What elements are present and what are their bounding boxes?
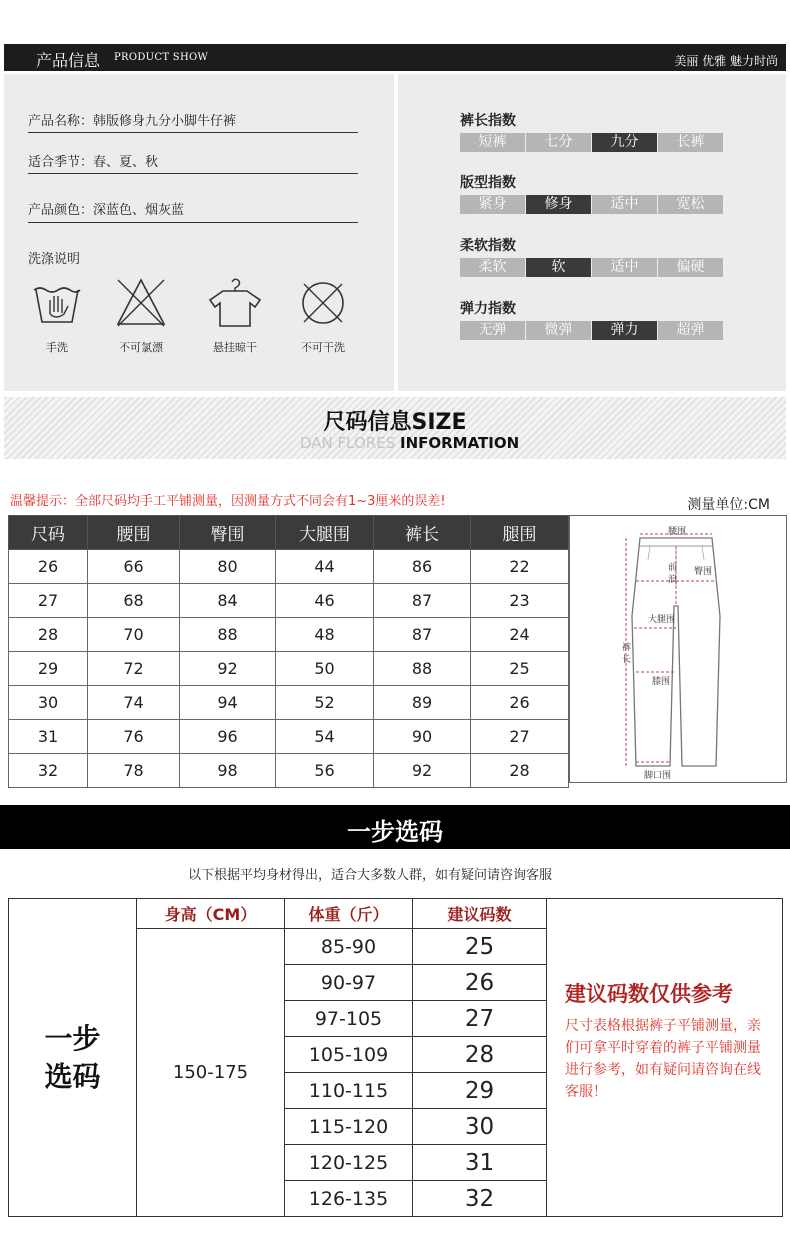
header-leg: 腿围 bbox=[471, 516, 569, 550]
measure-tip: 温馨提示：全部尺码均手工平铺测量，因测量方式不同会有1~3厘米的误差! bbox=[10, 494, 446, 509]
divider bbox=[28, 222, 358, 223]
label-hip: 臀围 bbox=[694, 567, 713, 577]
cell: 56 bbox=[276, 754, 374, 788]
cell: 98 bbox=[180, 754, 276, 788]
step-big-label-cell bbox=[9, 899, 137, 1217]
index-option: 微弹 bbox=[525, 321, 591, 340]
header-length: 裤长 bbox=[374, 516, 471, 550]
cell: 30 bbox=[9, 686, 88, 720]
index-title-length: 裤长指数 bbox=[460, 113, 516, 129]
cell: 94 bbox=[180, 686, 276, 720]
cell: 88 bbox=[374, 652, 471, 686]
index-title-stretch: 弹力指数 bbox=[460, 301, 516, 317]
cell: 87 bbox=[374, 584, 471, 618]
cell: 92 bbox=[374, 754, 471, 788]
label-length-2: 长 bbox=[622, 655, 632, 665]
pants-outline-icon bbox=[570, 516, 788, 784]
no-dry-clean-icon bbox=[296, 276, 350, 330]
label-rise: 浪 bbox=[668, 575, 678, 585]
cell: 26 bbox=[471, 686, 569, 720]
cell: 52 bbox=[276, 686, 374, 720]
suggested-size: 30 bbox=[413, 1109, 547, 1145]
cell: 28 bbox=[9, 618, 88, 652]
index-option: 适中 bbox=[591, 258, 657, 277]
product-slogan: 美丽 优雅 魅力时尚 bbox=[674, 54, 778, 68]
cell: 66 bbox=[88, 550, 180, 584]
table-row bbox=[9, 720, 569, 754]
index-option-selected: 弹力 bbox=[591, 321, 657, 340]
cell: 28 bbox=[471, 754, 569, 788]
cell: 44 bbox=[276, 550, 374, 584]
header-weight: 体重（斤） bbox=[285, 899, 413, 929]
wash-label-hand: 手洗 bbox=[46, 341, 68, 354]
divider bbox=[28, 132, 358, 133]
cell: 25 bbox=[471, 652, 569, 686]
suggested-size: 29 bbox=[413, 1073, 547, 1109]
index-bar-length bbox=[460, 133, 723, 152]
cell: 88 bbox=[180, 618, 276, 652]
weight-range: 85-90 bbox=[285, 929, 413, 965]
cell: 48 bbox=[276, 618, 374, 652]
label-thigh: 大腿围 bbox=[648, 615, 676, 625]
hand-wash-icon bbox=[30, 276, 84, 330]
suggested-size: 31 bbox=[413, 1145, 547, 1181]
divider bbox=[28, 173, 358, 174]
header-hip: 臀围 bbox=[180, 516, 276, 550]
cell: 27 bbox=[9, 584, 88, 618]
weight-range: 90-97 bbox=[285, 965, 413, 1001]
product-season: 适合季节：春、夏、秋 bbox=[28, 155, 159, 170]
label-waist: 腰围 bbox=[668, 527, 687, 537]
index-option: 七分 bbox=[525, 133, 591, 152]
index-option-selected: 九分 bbox=[591, 133, 657, 152]
weight-range: 105-109 bbox=[285, 1037, 413, 1073]
step-big-label-1: 一步 bbox=[44, 1021, 101, 1055]
step-note: 以下根据平均身材得出，适合大多数人群，如有疑问请咨询客服 bbox=[187, 868, 552, 883]
weight-range: 120-125 bbox=[285, 1145, 413, 1181]
cell: 92 bbox=[180, 652, 276, 686]
cell: 24 bbox=[471, 618, 569, 652]
cell: 80 bbox=[180, 550, 276, 584]
index-bar-fit bbox=[460, 195, 723, 214]
step-big-label-2: 选码 bbox=[44, 1059, 101, 1093]
suggested-size: 26 bbox=[413, 965, 547, 1001]
index-option: 短裤 bbox=[478, 134, 507, 150]
cell: 74 bbox=[88, 686, 180, 720]
index-option: 宽松 bbox=[657, 195, 723, 214]
index-option-selected: 软 bbox=[525, 258, 591, 277]
table-row bbox=[9, 686, 569, 720]
cell: 76 bbox=[88, 720, 180, 754]
step-big-label bbox=[9, 1020, 136, 1096]
product-index-panel bbox=[398, 74, 786, 391]
index-option-selected: 修身 bbox=[525, 195, 591, 214]
label-knee: 膝围 bbox=[652, 677, 671, 687]
header-size: 尺码 bbox=[9, 516, 88, 550]
index-option: 适中 bbox=[591, 195, 657, 214]
product-color: 产品颜色：深蓝色、烟灰蓝 bbox=[28, 203, 185, 218]
cell: 46 bbox=[276, 584, 374, 618]
weight-range: 115-120 bbox=[285, 1109, 413, 1145]
product-subtitle: PRODUCT SHOW bbox=[114, 52, 209, 63]
recommendation-text: 尺寸表格根据裤子平铺测量，亲们可拿平时穿着的裤子平铺测量进行参考，如有疑问请咨询在线客服！ bbox=[565, 1018, 761, 1100]
cell: 26 bbox=[9, 550, 88, 584]
pants-diagram bbox=[569, 515, 787, 783]
size-subtitle-light: DAN FLORES bbox=[300, 434, 396, 452]
table-row bbox=[9, 754, 569, 788]
cell: 96 bbox=[180, 720, 276, 754]
index-option: 无弹 bbox=[478, 322, 507, 338]
size-table bbox=[8, 515, 569, 788]
index-title-fit: 版型指数 bbox=[460, 175, 516, 191]
header-suggested-size: 建议码数 bbox=[413, 899, 547, 929]
wash-label-no-dry-clean: 不可干洗 bbox=[301, 341, 345, 354]
suggested-size: 25 bbox=[413, 929, 547, 965]
hang-dry-icon bbox=[208, 276, 262, 330]
size-table-header bbox=[9, 516, 569, 550]
cell: 27 bbox=[471, 720, 569, 754]
cell: 23 bbox=[471, 584, 569, 618]
cell: 84 bbox=[180, 584, 276, 618]
label-front: 前 bbox=[668, 563, 678, 573]
cell: 31 bbox=[9, 720, 88, 754]
index-option: 偏硬 bbox=[657, 258, 723, 277]
cell: 90 bbox=[374, 720, 471, 754]
wash-label-no-bleach: 不可氯漂 bbox=[119, 341, 163, 354]
cell: 89 bbox=[374, 686, 471, 720]
no-bleach-icon bbox=[114, 276, 168, 330]
header-thigh: 大腿围 bbox=[276, 516, 374, 550]
weight-range: 110-115 bbox=[285, 1073, 413, 1109]
cell: 87 bbox=[374, 618, 471, 652]
cell: 68 bbox=[88, 584, 180, 618]
cell: 70 bbox=[88, 618, 180, 652]
suggested-size: 28 bbox=[413, 1037, 547, 1073]
label-length-1: 裤 bbox=[622, 643, 632, 653]
index-bar-stretch bbox=[460, 321, 723, 340]
table-row bbox=[9, 652, 569, 686]
wash-title: 洗涤说明 bbox=[28, 252, 81, 267]
index-option: 超弹 bbox=[657, 321, 723, 340]
table-row bbox=[9, 550, 569, 584]
index-option: 紧身 bbox=[478, 196, 507, 212]
wash-label-hang-dry: 悬挂晾干 bbox=[213, 341, 257, 354]
header-height: 身高（CM） bbox=[137, 899, 285, 929]
index-title-softness: 柔软指数 bbox=[460, 238, 516, 254]
table-row bbox=[9, 584, 569, 618]
weight-range: 126-135 bbox=[285, 1181, 413, 1217]
index-bar-softness bbox=[460, 258, 723, 277]
step-title: 一步选码 bbox=[347, 818, 443, 846]
weight-range: 97-105 bbox=[285, 1001, 413, 1037]
cell: 32 bbox=[9, 754, 88, 788]
measure-unit: 测量单位:CM bbox=[687, 497, 770, 513]
cell: 86 bbox=[374, 550, 471, 584]
label-hem: 脚口围 bbox=[644, 771, 672, 781]
cell: 22 bbox=[471, 550, 569, 584]
suggested-size: 27 bbox=[413, 1001, 547, 1037]
product-title: 产品信息 bbox=[36, 51, 101, 70]
suggested-size: 32 bbox=[413, 1181, 547, 1217]
height-range: 150-175 bbox=[137, 929, 285, 1217]
cell: 29 bbox=[9, 652, 88, 686]
cell: 78 bbox=[88, 754, 180, 788]
recommendation-title: 建议码数仅供参考 bbox=[565, 982, 733, 1006]
header-waist: 腰围 bbox=[88, 516, 180, 550]
index-option: 柔软 bbox=[478, 259, 507, 275]
size-title: 尺码信息SIZE bbox=[323, 410, 467, 435]
cell: 50 bbox=[276, 652, 374, 686]
table-row bbox=[9, 618, 569, 652]
index-option: 长裤 bbox=[657, 133, 723, 152]
product-name: 产品名称：韩版修身九分小脚牛仔裤 bbox=[28, 114, 237, 129]
cell: 54 bbox=[276, 720, 374, 754]
cell: 72 bbox=[88, 652, 180, 686]
size-subtitle-bold: INFORMATION bbox=[400, 434, 520, 452]
